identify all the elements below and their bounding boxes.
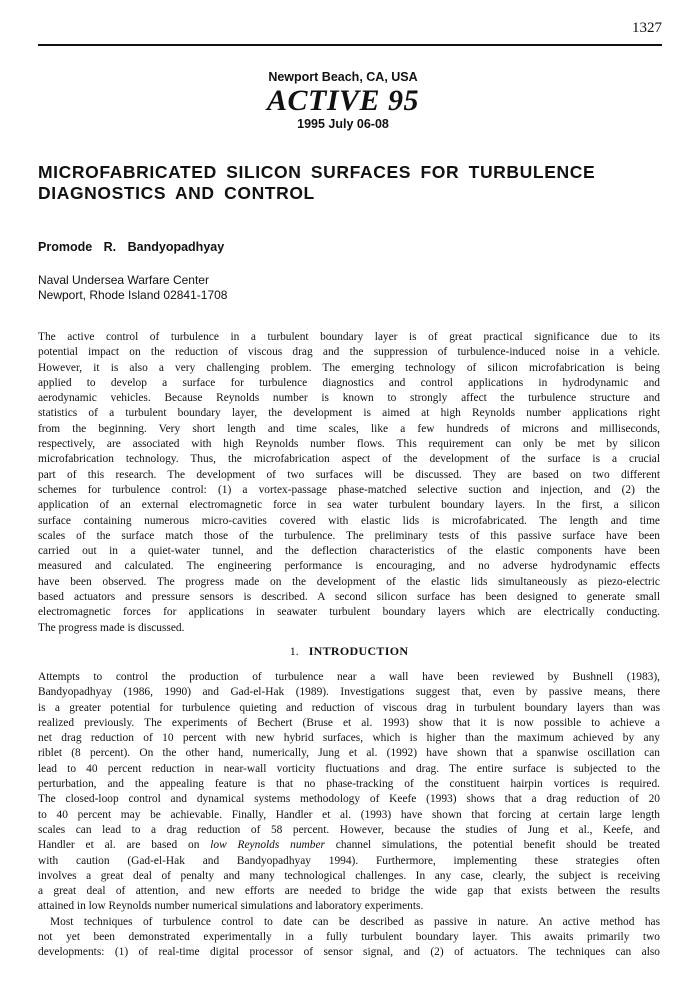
- body-line: with caution (Gad-el-Hak and Bandyopadhyay 1994). Furthermore, implementing these strategies often: [38, 854, 660, 867]
- abstract-line: application of an external electromagnetic force in sea water turbulent boundary layers. In the first, a silicon: [38, 499, 660, 512]
- conference-dates: 1995 July 06-08: [297, 117, 389, 131]
- abstract-line: electromagnetic forces for applications in seawater turbulent boundary layers which are electrically conducting.: [38, 606, 660, 619]
- author-name: Promode R. Bandyopadhyay: [38, 240, 225, 254]
- body-line: not yet been demonstrated experimentally in a fully turbulent boundary layer. This awaits primarily two: [38, 931, 660, 944]
- section-heading: [0, 644, 698, 659]
- abstract-line: measured and calculated. The engineering performance is encouraging, and no adverse hydrodynamic effects: [38, 560, 660, 573]
- abstract-line: statistics of a turbulent boundary layer, the development is aimed at high Reynolds number applications right: [38, 407, 660, 420]
- body-line: a great deal of attention, and new efforts are needed to bridge the wide gap that exists between the results: [38, 885, 660, 898]
- paper-title: [38, 162, 658, 204]
- body-text: Handler et al. are based on: [38, 839, 211, 852]
- emphasized-text: low Reynolds number: [210, 839, 325, 852]
- abstract-line: The active control of turbulence in a turbulent boundary layer is of great practical significance due to its: [38, 331, 660, 343]
- abstract-line: However, it is also a very challenging problem. The emerging technology of silicon microfabrication is being: [38, 361, 660, 374]
- body-line: riblet (8 percent). On the other hand, numerically, Jung et al. (1992) have shown that a spanwise oscillation can: [38, 747, 660, 760]
- abstract-line: schemes for turbulence control: (1) a vortex-passage phase-matched selective suction and injection, and (2) the: [38, 483, 660, 496]
- abstract-line: potential impact on the reduction of viscous drag and the suppression of turbulence-induced noise in a vehicle.: [38, 346, 660, 359]
- abstract-line: aerodynamic vehicles. Because Reynolds number is known to strongly affect the turbulence structure and: [38, 392, 660, 405]
- abstract-line: applied to develop a surface for turbulence diagnostics and control applications in hydrodynamic and: [38, 376, 660, 389]
- abstract-line: respectively, are associated with high Reynolds number flows. This requirement can only be met by silicon: [38, 438, 660, 451]
- author-affiliation: [38, 273, 227, 303]
- body-line: net drag reduction of 10 percent with new hybrid surfaces, which is higher than the maximum achieved by any: [38, 732, 660, 745]
- body-line: attained in low Reynolds number numerical simulations and laboratory experiments.: [38, 900, 424, 913]
- body-line: scales can lead to a drag reduction of 58 percent. However, because the studies of Jung et al., Keefe, and: [38, 823, 660, 836]
- body-line: Attempts to control the production of turbulence near a wall have been reviewed by Bushnell (1983),: [38, 671, 660, 683]
- abstract-line: from the beginning. Very short length and time scales, like a few hundreds of microns and milliseconds,: [38, 422, 660, 435]
- section-title: INTRODUCTION: [308, 644, 409, 658]
- conference-location: Newport Beach, CA, USA: [268, 70, 418, 84]
- header-rule: [38, 44, 662, 46]
- body-line: [38, 838, 660, 853]
- abstract-line: based actuators and pressure sensors is described. A second silicon surface has been designed to generate small: [38, 591, 660, 604]
- conference-name: ACTIVE 95: [266, 84, 420, 117]
- body-line: Bandyopadhyay (1986, 1990) and Gad-el-Hak (1989). Investigations suggest that, even by passive means, there: [38, 686, 660, 699]
- abstract-line: microfabrication technology. Thus, the microfabrication aspect of the development of the surface is a crucial: [38, 453, 660, 466]
- body-line: lead to 40 percent reduction in near-wall vorticity fluctuations and drag. The entire surface is subjected to the: [38, 762, 660, 775]
- paper-title-line: MICROFABRICATED SILICON SURFACES FOR TURBULENCE: [38, 162, 596, 182]
- body-line: realized previously. The experiments of Bechert (Bruse et al. 1993) show that it is now possible to achieve a: [38, 716, 660, 729]
- abstract-line: scales of the surface match those of the turbulence. The preliminary tests of this passive surface have been: [38, 529, 660, 542]
- body-line: Most techniques of turbulence control to date can be described as passive in nature. An active method has: [50, 915, 660, 928]
- section-number: 1.: [289, 644, 299, 658]
- page-number: 1327: [632, 20, 662, 36]
- abstract-line: have been observed. The progress made on the development of the elastic lids simultaneously as piezo-electric: [38, 575, 660, 588]
- abstract-line: part of this research. The development of two surfaces will be discussed. They are based on two different: [38, 468, 660, 481]
- body-line: to 40 percent may be achievable. Finally, Handler et al. (1993) have shown that forcing at certain large length: [38, 808, 660, 821]
- body-line: perturbation, and the appealing feature is that no phase-tracking of the constituent hairpin vortices is required.: [38, 778, 660, 791]
- abstract-line: surface containing numerous micro-cavities covered with elastic lids is microfabricated. The length and time: [38, 514, 660, 527]
- body-text: channel simulations, the potential benefit should be treated: [324, 839, 660, 852]
- introduction-body: [38, 670, 660, 961]
- abstract: [38, 330, 660, 636]
- paper-title-line: DIAGNOSTICS AND CONTROL: [38, 183, 315, 203]
- affiliation-line: Newport, Rhode Island 02841-1708: [38, 288, 228, 302]
- abstract-line: carried out in a quiet-water tunnel, and the deflection characteristics of the elastic components have been: [38, 545, 660, 558]
- affiliation-line: Naval Undersea Warfare Center: [38, 273, 209, 287]
- body-line: The closed-loop control and dynamical systems methodology of Keefe (1993) shows that a drag reduction of 20: [38, 793, 660, 806]
- conference-header: [0, 70, 698, 131]
- body-line: is a greater potential for turbulence quieting and reduction of viscous drag in turbulent boundary layers than was: [38, 701, 660, 714]
- body-line: developments: (1) of real-time digital processor of sensor signal, and (2) of actuators. The techniques can also: [38, 946, 660, 959]
- abstract-line: The progress made is discussed.: [38, 621, 185, 634]
- body-line: involves a great deal of penalty and many technological challenges. In any case, clearly, the subject is receiving: [38, 869, 660, 882]
